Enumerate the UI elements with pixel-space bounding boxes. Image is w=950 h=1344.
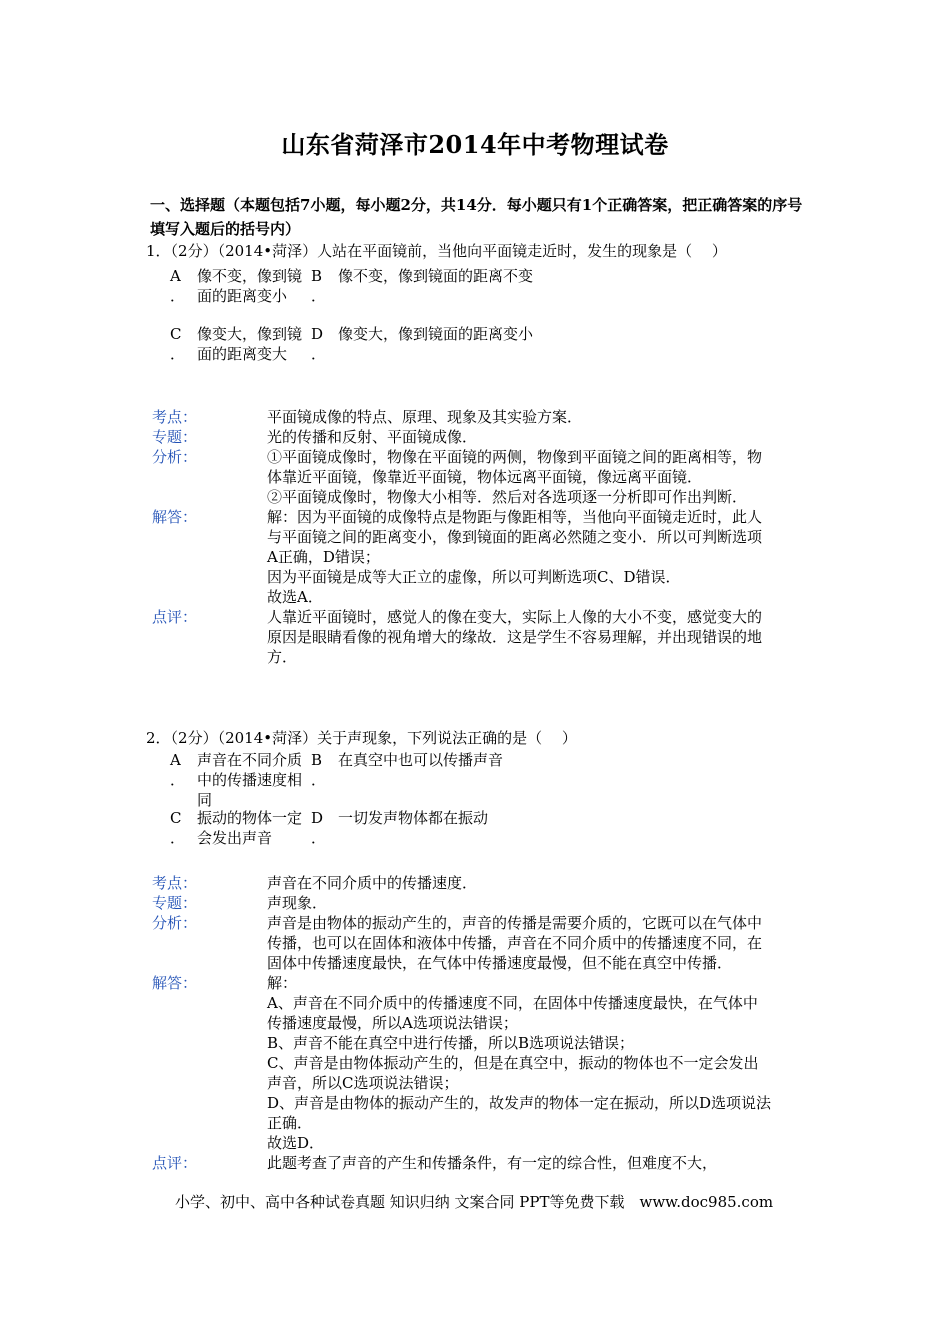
q1-option-a-text: 像不变，像到镜面的距离变小 (197, 267, 303, 305)
q1-dianping-row (152, 607, 792, 667)
q2-kaodian-label: 考点： (152, 874, 198, 892)
q1-kaodian-label: 考点： (152, 408, 198, 426)
q2-fenxi-row (152, 913, 792, 973)
q2-option-b-text: 在真空中也可以传播声音 (338, 751, 504, 769)
q1-kaodian-row (152, 407, 792, 427)
page-title: 山东省菏泽市2014年中考物理试卷 (281, 130, 669, 159)
q2-jieda-row (152, 973, 792, 1153)
q2-jieda-label: 解答： (152, 974, 198, 992)
q1-jieda-text-2: 因为平面镜是成等大正立的虚像，所以可判断选项C、D错误． (267, 568, 681, 586)
q1-zhuanti-row (152, 427, 792, 447)
q2-option-c-text: 振动的物体一定会发出声音 (197, 809, 303, 847)
q2-kaodian-row (152, 873, 792, 893)
q2-zhuanti-text: 声现象． (267, 894, 328, 912)
q1-option-c-text: 像变大，像到镜面的距离变大 (197, 325, 303, 363)
q1-option-d-dot: ． (311, 345, 327, 363)
q2-option-a-text: 声音在不同介质中的传播速度相同 (197, 751, 303, 809)
q1-fenxi-text-2: ②平面镜成像时，物像大小相等．然后对各选项逐一分析即可作出判断． (267, 488, 748, 506)
q1-option-d-text: 像变大，像到镜面的距离变小 (338, 325, 534, 343)
q1-option-c-dot: ． (170, 345, 186, 363)
q1-option-a-mark: A (170, 267, 181, 285)
q2-jieda-text-1: A、声音在不同介质中的传播速度不同，在固体中传播速度最快，在气体中传播速度最慢，所以A选项说法错误； (267, 994, 758, 1032)
q2-option-b-mark: B (311, 751, 323, 769)
q1-option-d-mark: D (311, 325, 324, 343)
q2-option-c-mark: C (170, 809, 182, 827)
q2-fenxi-text: 声音是由物体的振动产生的，声音的传播是需要介质的，它既可以在气体中传播，也可以在固体和液体中传播，声音在不同介质中的传播速度不同，在固体中传播速度最快，在气体中传播速度最慢，但不能在真空中传播． (267, 914, 763, 972)
q1-dianping-text: 人靠近平面镜时，感觉人的像在变大，实际上人像的大小不变，感觉变大的原因是眼睛看像的视角增大的缘故．这是学生不容易理解，并出现错误的地方． (267, 608, 763, 666)
q1-kaodian-text: 平面镜成像的特点、原理、现象及其实验方案． (267, 408, 583, 426)
q2-jieda-text-0: 解： (267, 974, 298, 992)
q2-option-d-mark: D (311, 809, 324, 827)
q1-jieda-text-3: 故选A． (267, 588, 323, 606)
q2-option-d-text: 一切发声物体都在振动 (338, 809, 489, 827)
q1-fenxi-label: 分析： (152, 448, 198, 466)
q2-jieda-text-2: B、声音不能在真空中进行传播，所以B选项说法错误； (267, 1034, 635, 1052)
q1-option-b-text: 像不变，像到镜面的距离不变 (338, 267, 534, 285)
q2-option-a-dot: ． (170, 771, 186, 789)
q2-jieda-text-5: 故选D． (267, 1134, 325, 1152)
q2-analysis (152, 873, 792, 1173)
q2-option-b-dot: ． (311, 771, 327, 789)
q2-zhuanti-row (152, 893, 792, 913)
q1-zhuanti-label: 专题： (152, 428, 198, 446)
question-2-stem: 2．（2分）（2014•菏泽）关于声现象，下列说法正确的是（ ） (146, 729, 577, 747)
q1-option-c-mark: C (170, 325, 182, 343)
q2-fenxi-label: 分析： (152, 914, 198, 932)
q2-zhuanti-label: 专题： (152, 894, 198, 912)
q2-option-c-dot: ． (170, 829, 186, 847)
q2-option-d-dot: ． (311, 829, 327, 847)
q2-dianping-row (152, 1153, 792, 1173)
q1-jieda-label: 解答： (152, 508, 198, 526)
q2-jieda-text-3: C、声音是由物体振动产生的，但是在真空中，振动的物体也不一定会发出声音，所以C选项说法错误； (267, 1054, 759, 1092)
q2-dianping-label: 点评： (152, 1154, 198, 1172)
q1-option-b-mark: B (311, 267, 323, 285)
q1-option-b-dot: ． (311, 287, 327, 305)
q1-fenxi-row (152, 447, 792, 507)
question-1-stem: 1．（2分）（2014•菏泽）人站在平面镜前，当他向平面镜走近时，发生的现象是（ ） (146, 242, 727, 260)
q1-jieda-text-1: 解：因为平面镜的成像特点是物距与像距相等，当他向平面镜走近时，此人与平面镜之间的距离变小，像到镜面的距离必然随之变小．所以可判断选项A正确，D错误； (267, 508, 763, 566)
q2-jieda-text-4: D、声音是由物体的振动产生的，故发声的物体一定在振动，所以D选项说法正确． (267, 1094, 772, 1132)
q1-dianping-label: 点评： (152, 608, 198, 626)
page-footer: 小学、初中、高中各种试卷真题 知识归纳 文案合同 PPT等免费下载 www.doc985.com (175, 1193, 774, 1211)
q1-fenxi-text-1: ①平面镜成像时，物像在平面镜的两侧，物像到平面镜之间的距离相等，物体靠近平面镜，像靠近平面镜，物体远离平面镜，像远离平面镜． (267, 448, 763, 486)
q1-zhuanti-text: 光的传播和反射、平面镜成像． (267, 428, 478, 446)
q1-analysis (152, 407, 792, 667)
q2-kaodian-text: 声音在不同介质中的传播速度． (267, 874, 478, 892)
q2-option-a-mark: A (170, 751, 181, 769)
q1-jieda-row (152, 507, 792, 607)
q1-option-a-dot: ． (170, 287, 186, 305)
section-heading: 一、选择题（本题包括7小题，每小题2分，共14分．每小题只有1个正确答案，把正确答案的序号填写入题后的括号内） (150, 196, 803, 238)
q2-dianping-text: 此题考查了声音的产生和传播条件，有一定的综合性，但难度不大， (267, 1154, 718, 1172)
